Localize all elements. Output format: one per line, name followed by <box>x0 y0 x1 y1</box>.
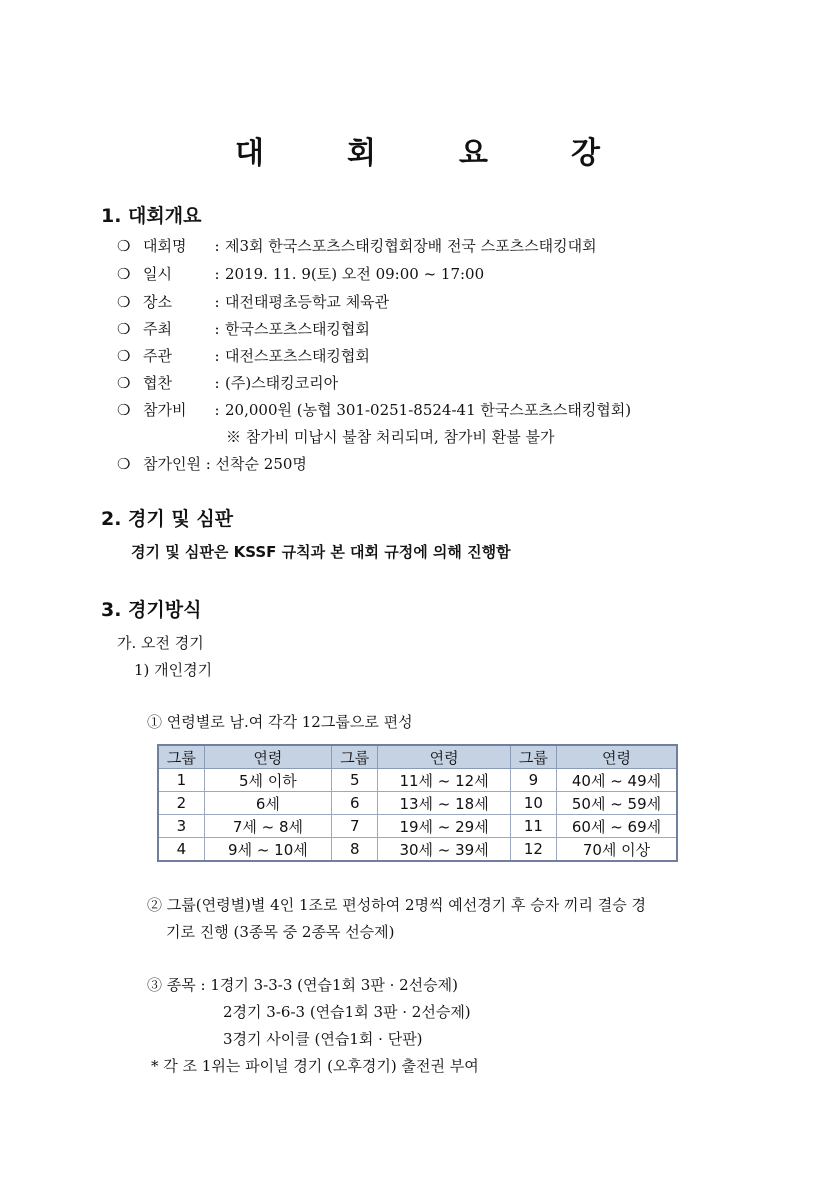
table-cell: 9 <box>510 769 556 792</box>
info-row-venue: ❍ 장소 : 대전태평초등학교 체육관 <box>117 293 390 311</box>
bullet-icon: ❍ <box>117 401 131 419</box>
table-cell: 6세 <box>204 792 331 815</box>
bullet-icon: ❍ <box>117 347 131 365</box>
bullet-icon: ❍ <box>117 265 131 283</box>
table-cell: 3 <box>158 815 204 838</box>
table-cell: 70세 이상 <box>557 838 678 862</box>
table-cell: 5세 이하 <box>204 769 331 792</box>
item-3-line2: 2경기 3-6-3 (연습1회 3판 · 2선승제) <box>223 1003 471 1021</box>
table-cell: 50세 ~ 59세 <box>557 792 678 815</box>
age-group-table <box>157 744 678 862</box>
info-value: 대전태평초등학교 체육관 <box>225 293 390 311</box>
table-cell: 13세 ~ 18세 <box>378 792 511 815</box>
item-2-line2: 기로 진행 (3종목 중 2종목 선승제) <box>166 923 395 941</box>
table-header: 그룹 <box>332 745 378 769</box>
item-2-line1: ② 그룹(연령별)별 4인 1조로 편성하여 2명씩 예선경기 후 승자 끼리 결승 경 <box>147 896 647 914</box>
info-row-date: ❍ 일시 : 2019. 11. 9(토) 오전 09:00 ~ 17:00 <box>117 265 485 283</box>
table-cell: 19세 ~ 29세 <box>378 815 511 838</box>
info-value: 대전스포츠스태킹협회 <box>225 347 370 365</box>
info-value: 20,000원 (농협 301-0251-8524-41 한국스포츠스태킹협회) <box>225 401 632 419</box>
document-title <box>0 128 835 172</box>
table-cell: 4 <box>158 838 204 862</box>
info-value: 제3회 한국스포츠스태킹협회장배 전국 스포츠스태킹대회 <box>225 237 597 255</box>
table-cell: 12 <box>510 838 556 862</box>
bullet-icon: ❍ <box>117 320 131 338</box>
table-row <box>158 815 677 838</box>
item-3-line1: ③ 종목 : 1경기 3-3-3 (연습1회 3판 · 2선승제) <box>147 976 459 994</box>
participants-text: 참가인원 : 선착순 250명 <box>143 455 307 473</box>
final-note: * 각 조 1위는 파이널 경기 (오후경기) 출전권 부여 <box>151 1057 479 1075</box>
info-row-participants <box>117 453 307 474</box>
item-1: ① 연령별로 남.여 각각 12그룹으로 편성 <box>147 713 413 731</box>
title-char: 강 <box>571 136 600 171</box>
info-label: 참가비 <box>143 401 187 419</box>
fee-note: ※ 참가비 미납시 불참 처리되며, 참가비 환불 불가 <box>226 428 555 446</box>
table-cell: 11 <box>510 815 556 838</box>
table-cell: 8 <box>332 838 378 862</box>
info-value: (주)스태킹코리아 <box>225 374 339 392</box>
bullet-icon: ❍ <box>117 237 131 255</box>
subsection-1: 1) 개인경기 <box>134 661 213 679</box>
section2-heading: 2. 경기 및 심판 <box>101 508 234 530</box>
table-header-row <box>158 745 677 769</box>
section1-heading: 1. 대회개요 <box>101 205 202 227</box>
bullet-icon: ❍ <box>117 293 131 311</box>
info-label: 대회명 <box>143 237 187 255</box>
table-cell: 30세 ~ 39세 <box>378 838 511 862</box>
table-cell: 7세 ~ 8세 <box>204 815 331 838</box>
table-header: 연령 <box>557 745 678 769</box>
table-header: 그룹 <box>510 745 556 769</box>
info-row-host: ❍ 주최 : 한국스포츠스태킹협회 <box>117 320 370 338</box>
info-row-fee: ❍ 참가비 : 20,000원 (농협 301-0251-8524-41 한국스포츠스태킹협회) <box>117 401 632 419</box>
table-header: 연령 <box>378 745 511 769</box>
info-label: 주최 <box>143 320 172 338</box>
bullet-icon: ❍ <box>117 374 131 392</box>
table-cell: 60세 ~ 69세 <box>557 815 678 838</box>
table-header: 그룹 <box>158 745 204 769</box>
table-cell: 6 <box>332 792 378 815</box>
table-cell: 10 <box>510 792 556 815</box>
info-label: 협찬 <box>143 374 172 392</box>
table-row <box>158 769 677 792</box>
info-label: 장소 <box>143 293 172 311</box>
title-char: 요 <box>459 136 488 171</box>
item-3-line3: 3경기 사이클 (연습1회 · 단판) <box>223 1030 423 1048</box>
info-value: 2019. 11. 9(토) 오전 09:00 ~ 17:00 <box>225 265 485 283</box>
section2-body: 경기 및 심판은 KSSF 규칙과 본 대회 규정에 의해 진행함 <box>131 543 511 561</box>
title-char: 대 <box>235 136 264 171</box>
info-row-sponsor: ❍ 협찬 : (주)스태킹코리아 <box>117 374 339 392</box>
title-char: 회 <box>347 136 376 171</box>
info-value: 한국스포츠스태킹협회 <box>225 320 370 338</box>
table-row <box>158 838 677 862</box>
info-row-name: ❍ 대회명 : 제3회 한국스포츠스태킹협회장배 전국 스포츠스태킹대회 <box>117 237 597 255</box>
table-row <box>158 792 677 815</box>
info-label: 주관 <box>143 347 172 365</box>
subsection-a: 가. 오전 경기 <box>117 634 204 652</box>
info-row-organizer: ❍ 주관 : 대전스포츠스태킹협회 <box>117 347 370 365</box>
table-cell: 2 <box>158 792 204 815</box>
table-cell: 9세 ~ 10세 <box>204 838 331 862</box>
table-cell: 1 <box>158 769 204 792</box>
table-cell: 40세 ~ 49세 <box>557 769 678 792</box>
bullet-icon: ❍ <box>117 455 131 473</box>
table-cell: 5 <box>332 769 378 792</box>
table-cell: 7 <box>332 815 378 838</box>
section3-heading: 3. 경기방식 <box>101 599 202 621</box>
info-label: 일시 <box>143 265 172 283</box>
table-cell: 11세 ~ 12세 <box>378 769 511 792</box>
table-header: 연령 <box>204 745 331 769</box>
